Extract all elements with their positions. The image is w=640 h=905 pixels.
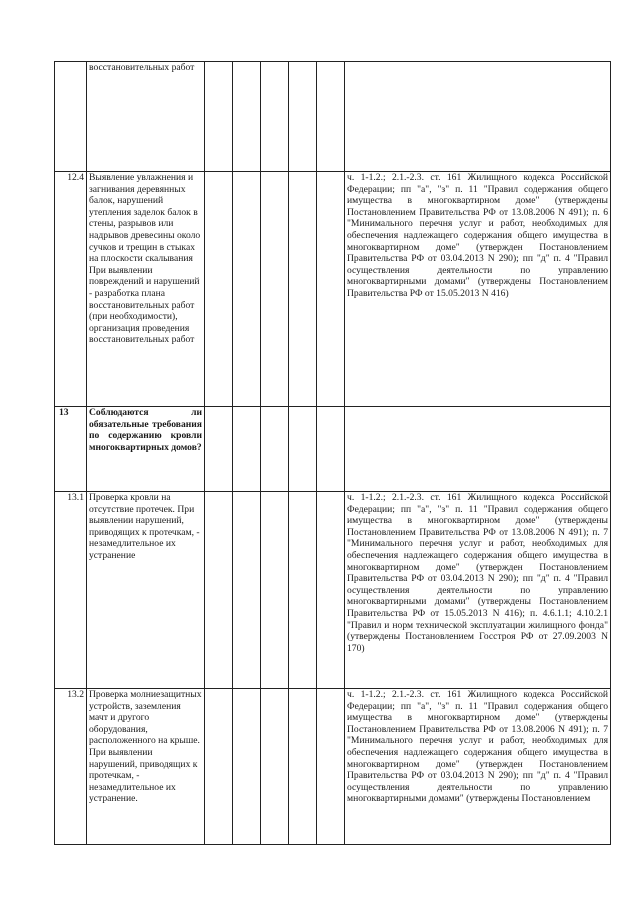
legal-reference: ч. 1-1.2.; 2.1.-2.3. ст. 161 Жилищного кодекса Российской Федерации; пп "а", "з" п. 11 "Правил содержания общего имущества в многоквартирном доме" (утверждены Постановлением Правительства РФ от 13.08.2006 N 491); п. 7 "Минимального перечня услуг и работ, необходимых для обеспечения надлежащего содержания общего имущества в многоквартирном доме" (утвержден Постановлением Правительства РФ от 03.04.2013 N 290); пп "д" п. 4 "Правил осуществления деятельности по управлению многоквартирными домами" (утверждены Постановлением Правительства РФ от 15.05.2013 N 416); п. 4.6.1.1; 4.10.2.1 "Правил и норм технической эксплуатации жилищного фонда" (утверждены Постановлением Госстроя РФ от 27.09.2003 N 170) — [345, 492, 611, 689]
answer-cell — [289, 492, 317, 689]
answer-cell — [317, 689, 345, 845]
answer-na-cell — [261, 172, 289, 407]
answer-yes-cell — [205, 492, 233, 689]
legal-reference — [345, 62, 611, 172]
legal-reference: ч. 1-1.2.; 2.1.-2.3. ст. 161 Жилищного кодекса Российской Федерации; пп "а", "з" п. 11 "Правил содержания общего имущества в многоквартирном доме" (утверждены Постановлением Правительства РФ от 13.08.2006 N 491); п. 7 "Минимального перечня услуг и работ, необходимых для обеспечения надлежащего содержания общего имущества в многоквартирном доме" (утвержден Постановлением Правительства РФ от 03.04.2013 N 290); пп "д" п. 4 "Правил осуществления деятельности по управлению многоквартирными домами" (утверждены Постановлением — [345, 689, 611, 845]
answer-no-cell — [233, 407, 261, 492]
item-number: 13.2 — [55, 689, 87, 845]
answer-yes-cell — [205, 407, 233, 492]
answer-cell — [317, 62, 345, 172]
answer-no-cell — [233, 172, 261, 407]
requirement-text: восстановительных работ — [87, 62, 205, 172]
item-number: 12.4 — [55, 172, 87, 407]
requirement-text: Проверка кровли на отсутствие протечек. При выявлении нарушений, приводящих к протечкам, - незамедлительное их устранение — [87, 492, 205, 689]
answer-no-cell — [233, 62, 261, 172]
table-row — [55, 172, 611, 407]
answer-na-cell — [261, 492, 289, 689]
section-number: 13 — [55, 407, 87, 492]
answer-cell — [289, 407, 317, 492]
answer-yes-cell — [205, 689, 233, 845]
checklist-table — [54, 61, 611, 845]
table-row — [55, 407, 611, 492]
answer-cell — [317, 172, 345, 407]
answer-yes-cell — [205, 172, 233, 407]
answer-no-cell — [233, 689, 261, 845]
answer-yes-cell — [205, 62, 233, 172]
section-question: Соблюдаются ли обязательные требования по содержанию кровли многоквартирных домов? — [87, 407, 205, 492]
item-number: 13.1 — [55, 492, 87, 689]
requirement-text: Выявление увлажнения и загнивания деревянных балок, нарушений утепления заделок балок в стены, разрывов или надрывов древесины около сучков и трещин в стыках на плоскости скалывания При выявлении повреждений и нарушений - разработка плана восстановительных работ (при необходимости), организация проведения восстановительных работ — [87, 172, 205, 407]
table-row — [55, 62, 611, 172]
answer-cell — [317, 407, 345, 492]
legal-reference — [345, 407, 611, 492]
answer-cell — [289, 62, 317, 172]
answer-na-cell — [261, 62, 289, 172]
table-row — [55, 689, 611, 845]
answer-na-cell — [261, 407, 289, 492]
item-number — [55, 62, 87, 172]
table-row — [55, 492, 611, 689]
legal-reference: ч. 1-1.2.; 2.1.-2.3. ст. 161 Жилищного кодекса Российской Федерации; пп "а", "з" п. 11 "Правил содержания общего имущества в многоквартирном доме" (утверждены Постановлением Правительства РФ от 13.08.2006 N 491); п. 6 "Минимального перечня услуг и работ, необходимых для обеспечения надлежащего содержания общего имущества в многоквартирном доме" (утвержден Постановлением Правительства РФ от 03.04.2013 N 290); пп "д" п. 4 "Правил осуществления деятельности по управлению многоквартирными домами" (утверждены Постановлением Правительства РФ от 15.05.2013 N 416) — [345, 172, 611, 407]
answer-cell — [289, 172, 317, 407]
requirement-text: Проверка молниезащитных устройств, заземления мачт и другого оборудования, расположенного на крыше. При выявлении нарушений, приводящих к протечкам, - незамедлительное их устранение. — [87, 689, 205, 845]
answer-cell — [317, 492, 345, 689]
answer-na-cell — [261, 689, 289, 845]
answer-cell — [289, 689, 317, 845]
answer-no-cell — [233, 492, 261, 689]
